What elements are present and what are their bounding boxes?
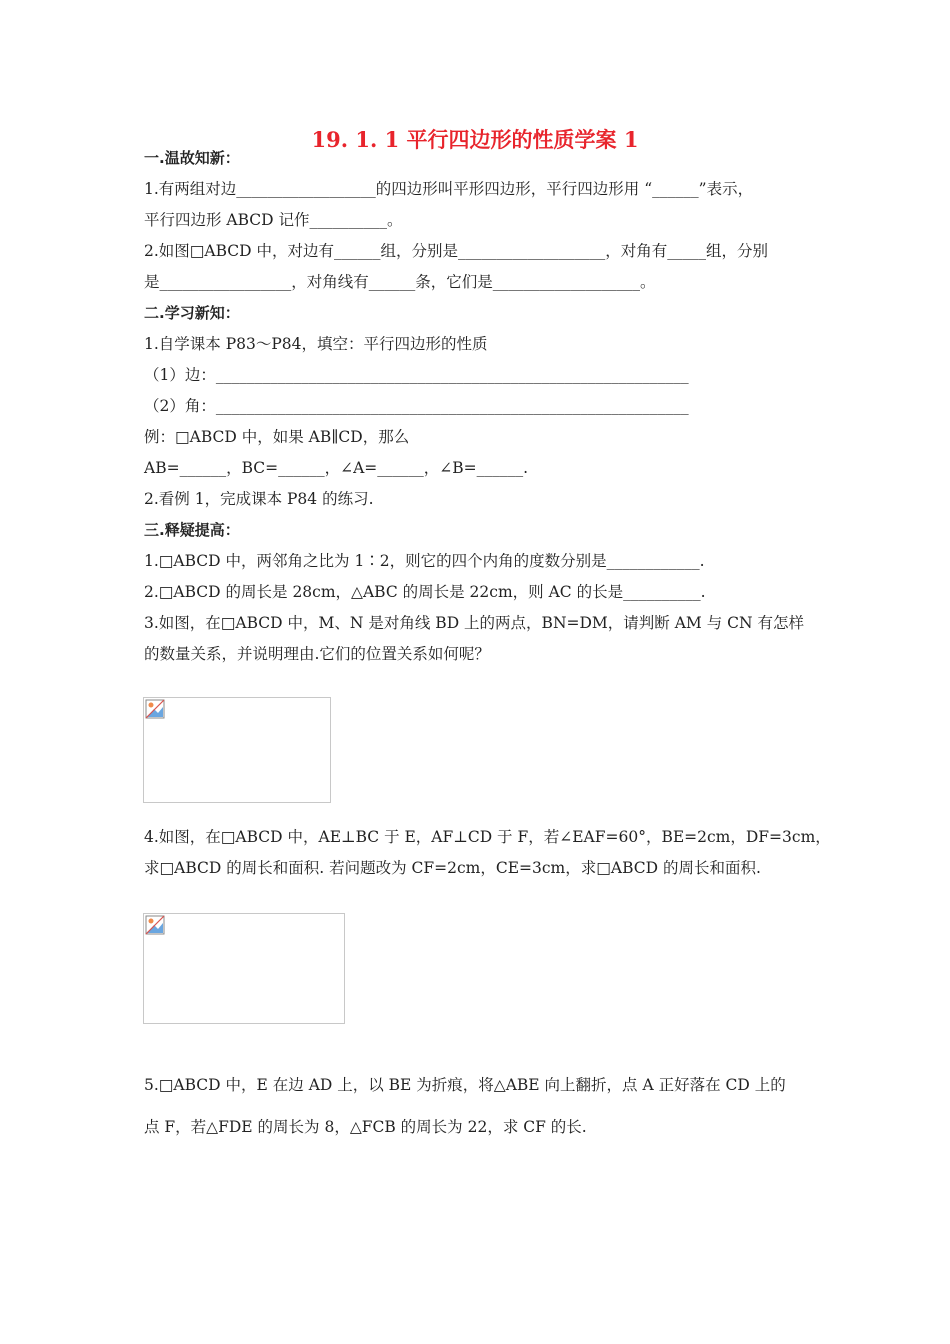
- figure-placeholder: [143, 697, 331, 803]
- figure-placeholder: [143, 913, 345, 1024]
- section-heading-3: 三.释疑提高：: [144, 521, 240, 539]
- question-text: 是_________________，对角线有______条，它们是___________________。: [144, 273, 656, 291]
- broken-image-icon: [145, 915, 165, 935]
- question-text: （2）角：_____________________________________________________________: [144, 397, 689, 415]
- question-text: 4.如图，在□ABCD 中，AE⊥BC 于 E，AF⊥CD 于 F，若∠EAF=60°，BE=2cm，DF=3cm，: [144, 828, 831, 846]
- question-text: 例：□ABCD 中，如果 AB∥CD，那么: [144, 428, 410, 446]
- section-heading-2: 二.学习新知：: [144, 304, 240, 322]
- question-text: 2.□ABCD 的周长是 28cm，△ABC 的周长是 22cm，则 AC 的长是__________.: [144, 583, 706, 601]
- question-text: 平行四边形 ABCD 记作__________。: [144, 211, 403, 229]
- question-text: 的数量关系，并说明理由.它们的位置关系如何呢？: [144, 645, 490, 663]
- broken-image-icon: [145, 699, 165, 719]
- question-text: （1）边：_____________________________________________________________: [144, 366, 689, 384]
- question-text: 1.有两组对边__________________的四边形叫平形四边形，平行四边形用 “______”表示，: [144, 180, 754, 198]
- question-text: 5.□ABCD 中，E 在边 AD 上，以 BE 为折痕，将△ABE 向上翻折，点 A 正好落在 CD 上的: [144, 1076, 786, 1094]
- question-text: 1.自学课本 P83～P84，填空：平行四边形的性质: [144, 335, 488, 353]
- question-text: 2.看例 1，完成课本 P84 的练习.: [144, 490, 374, 508]
- question-text: 1.□ABCD 中，两邻角之比为 1∶2，则它的四个内角的度数分别是____________.: [144, 552, 705, 570]
- question-text: 3.如图，在□ABCD 中，M、N 是对角线 BD 上的两点，BN=DM，请判断 AM 与 CN 有怎样: [144, 614, 804, 632]
- page-title: 19. 1. 1 平行四边形的性质学案 1: [311, 127, 639, 152]
- question-text: 求□ABCD 的周长和面积. 若问题改为 CF=2cm，CE=3cm，求□ABCD 的周长和面积.: [144, 859, 761, 877]
- question-text: 点 F，若△FDE 的周长为 8，△FCB 的周长为 22，求 CF 的长.: [144, 1118, 587, 1136]
- section-heading-1: 一.温故知新：: [144, 149, 240, 167]
- question-text: AB=______，BC=______，∠A=______，∠B=______.: [144, 459, 529, 477]
- question-text: 2.如图□ABCD 中，对边有______组，分别是___________________，对角有_____组，分别: [144, 242, 769, 260]
